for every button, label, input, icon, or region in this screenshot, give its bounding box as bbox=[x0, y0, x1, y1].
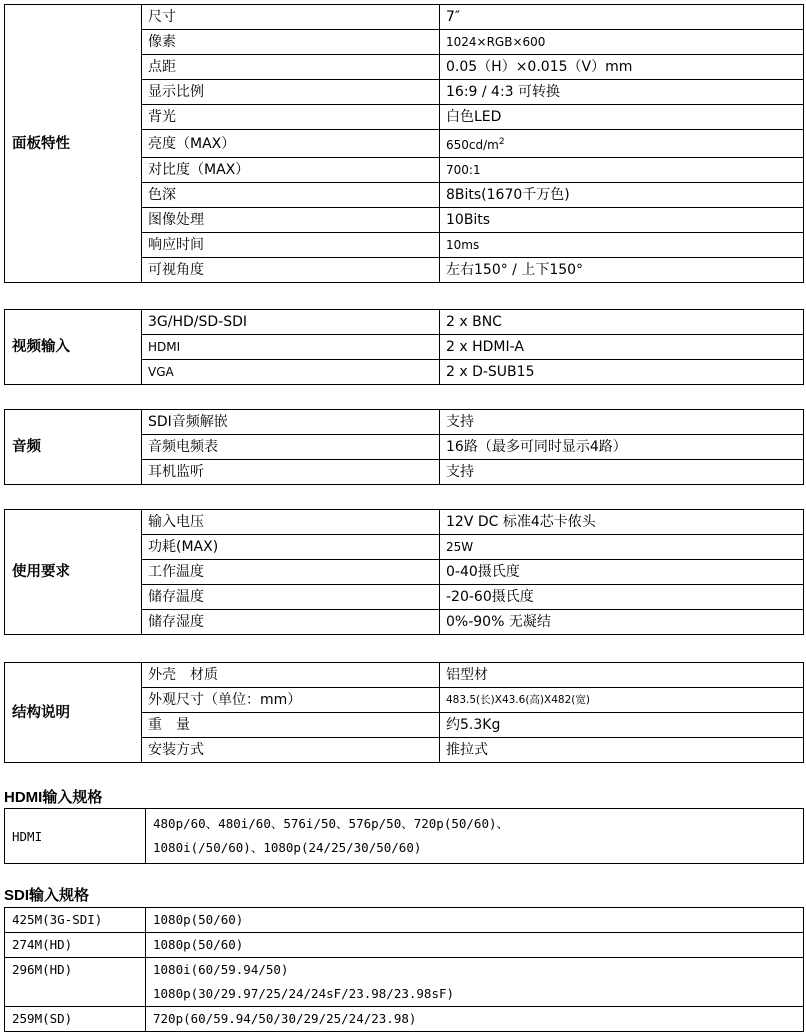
spec-key: 亮度（MAX） bbox=[142, 130, 440, 158]
hdmi-spec-title: HDMI输入规格 bbox=[4, 789, 103, 806]
spec-key: 音频电频表 bbox=[142, 435, 440, 460]
spec-key: 显示比例 bbox=[142, 80, 440, 105]
spec-value: -20-60摄氏度 bbox=[440, 585, 804, 610]
table-row bbox=[5, 1007, 804, 1032]
spec-key: SDI音频解嵌 bbox=[142, 410, 440, 435]
spec-value: 16:9 / 4:3 可转换 bbox=[440, 80, 804, 105]
spec-key: 对比度（MAX） bbox=[142, 158, 440, 183]
spec-key: 259M(SD) bbox=[5, 1007, 146, 1032]
spec-value: 约5.3Kg bbox=[440, 713, 804, 738]
spec-value: 2 x BNC bbox=[440, 310, 804, 335]
category-label: 面板特性 bbox=[5, 5, 142, 283]
spec-value bbox=[146, 1007, 804, 1032]
table-row bbox=[5, 410, 804, 435]
spec-value: 10Bits bbox=[440, 208, 804, 233]
table-row bbox=[5, 958, 804, 1007]
hdmi-spec-table bbox=[4, 808, 804, 864]
video-input-table bbox=[4, 309, 804, 385]
spec-value: 白色LED bbox=[440, 105, 804, 130]
spec-key: 重 量 bbox=[142, 713, 440, 738]
spec-key: 工作温度 bbox=[142, 560, 440, 585]
spec-key: 耳机监听 bbox=[142, 460, 440, 485]
table-row bbox=[5, 933, 804, 958]
brightness-value: 650cd/m bbox=[446, 138, 499, 152]
spec-value: 1024×RGB×600 bbox=[440, 30, 804, 55]
spec-value bbox=[146, 908, 804, 933]
spec-key: HDMI bbox=[5, 809, 146, 864]
spec-value: 700:1 bbox=[440, 158, 804, 183]
spec-key: 功耗(MAX) bbox=[142, 535, 440, 560]
brightness-superscript: 2 bbox=[498, 137, 505, 147]
category-label: 使用要求 bbox=[5, 510, 142, 635]
spec-key: 储存湿度 bbox=[142, 610, 440, 635]
spec-key: 储存温度 bbox=[142, 585, 440, 610]
spec-value: 2 x HDMI-A bbox=[440, 335, 804, 360]
spec-value: 25W bbox=[440, 535, 804, 560]
sdi-spec-title: SDI输入规格 bbox=[4, 887, 90, 904]
spec-value: 支持 bbox=[440, 410, 804, 435]
spec-key: 输入电压 bbox=[142, 510, 440, 535]
spec-value: 推拉式 bbox=[440, 738, 804, 763]
table-row bbox=[5, 510, 804, 535]
spec-value: 10ms bbox=[440, 233, 804, 258]
spec-key: 296M(HD) bbox=[5, 958, 146, 1007]
table-row bbox=[5, 663, 804, 688]
spec-value bbox=[146, 958, 804, 1007]
spec-value: 7″ bbox=[440, 5, 804, 30]
audio-table bbox=[4, 409, 804, 485]
spec-value: 16路（最多可同时显示4路） bbox=[440, 435, 804, 460]
spec-value: 0.05（H）×0.015（V）mm bbox=[440, 55, 804, 80]
format-line: 1080i(/50/60)、1080p(24/25/30/50/60) bbox=[153, 840, 422, 855]
spec-value: 左右150° / 上下150° bbox=[440, 258, 804, 283]
format-line: 1080i(60/59.94/50) bbox=[153, 962, 289, 977]
spec-key: 像素 bbox=[142, 30, 440, 55]
spec-value bbox=[146, 933, 804, 958]
table-row bbox=[5, 5, 804, 30]
format-line: 1080p(50/60) bbox=[153, 937, 244, 952]
category-label: 结构说明 bbox=[5, 663, 142, 763]
spec-value bbox=[146, 809, 804, 864]
spec-key: 外壳 材质 bbox=[142, 663, 440, 688]
format-line: 720p(60/59.94/50/30/29/25/24/23.98) bbox=[153, 1011, 417, 1026]
spec-key: 425M(3G-SDI) bbox=[5, 908, 146, 933]
spec-key: VGA bbox=[142, 360, 440, 385]
table-row bbox=[5, 908, 804, 933]
spec-key: 响应时间 bbox=[142, 233, 440, 258]
category-label: 视频输入 bbox=[5, 310, 142, 385]
table-row bbox=[5, 310, 804, 335]
sdi-spec-table bbox=[4, 907, 804, 1032]
spec-value: 铝型材 bbox=[440, 663, 804, 688]
format-line: 480p/60、480i/60、576i/50、576p/50、720p(50/60)、 bbox=[153, 816, 509, 831]
table-row bbox=[5, 809, 804, 864]
spec-value: 483.5(长)X43.6(高)X482(宽) bbox=[440, 688, 804, 713]
spec-key: 安装方式 bbox=[142, 738, 440, 763]
spec-value: 支持 bbox=[440, 460, 804, 485]
spec-key: 尺寸 bbox=[142, 5, 440, 30]
format-line: 1080p(50/60) bbox=[153, 912, 244, 927]
spec-key: 图像处理 bbox=[142, 208, 440, 233]
spec-value: 0%-90% 无凝结 bbox=[440, 610, 804, 635]
spec-key: 色深 bbox=[142, 183, 440, 208]
spec-key: 背光 bbox=[142, 105, 440, 130]
usage-table bbox=[4, 509, 804, 635]
spec-key: 点距 bbox=[142, 55, 440, 80]
spec-value: 2 x D-SUB15 bbox=[440, 360, 804, 385]
category-label: 音频 bbox=[5, 410, 142, 485]
spec-key: 3G/HD/SD-SDI bbox=[142, 310, 440, 335]
spec-key: 外观尺寸（单位：mm） bbox=[142, 688, 440, 713]
spec-key: 可视角度 bbox=[142, 258, 440, 283]
structure-table bbox=[4, 662, 804, 763]
spec-value: 12V DC 标准4芯卡侬头 bbox=[440, 510, 804, 535]
spec-value bbox=[440, 130, 804, 158]
spec-key: HDMI bbox=[142, 335, 440, 360]
spec-value: 0-40摄氏度 bbox=[440, 560, 804, 585]
spec-value: 8Bits(1670千万色) bbox=[440, 183, 804, 208]
spec-key: 274M(HD) bbox=[5, 933, 146, 958]
format-line: 1080p(30/29.97/25/24/24sF/23.98/23.98sF) bbox=[153, 986, 455, 1001]
panel-spec-table bbox=[4, 4, 804, 283]
